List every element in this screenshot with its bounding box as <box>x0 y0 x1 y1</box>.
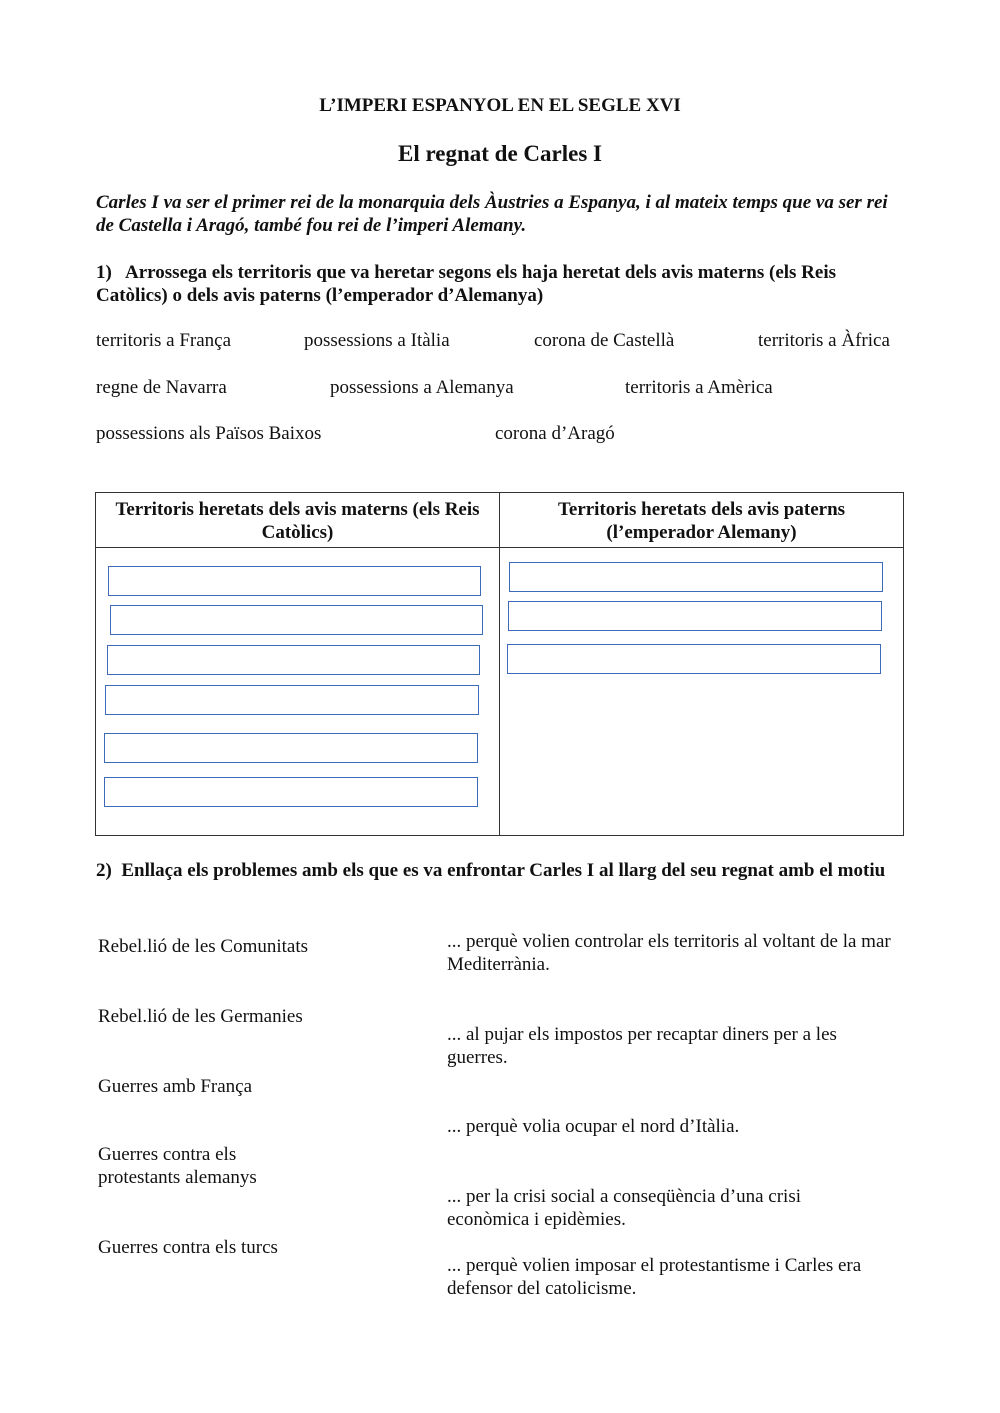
reason-item[interactable]: ... perquè volia ocupar el nord d’Itàlia. <box>447 1116 740 1137</box>
reason-item[interactable]: ... perquè volien imposar el protestantisme i Carles era defensor del catolicisme. <box>447 1255 862 1299</box>
draggable-option[interactable]: possessions als Països Baixos <box>96 423 322 444</box>
intro-paragraph: Carles I va ser el primer rei de la monarquia dels Àustries a Espanya, i al mateix temps que va ser rei de Castella i Aragó, també fou rei de l’imperi Alemany. <box>96 192 888 236</box>
draggable-option[interactable]: corona de Castellà <box>534 330 675 351</box>
draggable-option[interactable]: territoris a Amèrica <box>625 377 773 398</box>
draggable-option[interactable]: possessions a Alemanya <box>330 377 514 398</box>
maternal-column-header: Territoris heretats dels avis materns (els Reis Catòlics) <box>96 493 499 548</box>
page-title: L’IMPERI ESPANYOL EN EL SEGLE XVI <box>319 95 681 116</box>
reason-item[interactable]: ... per la crisi social a conseqüència d’una crisi econòmica i epidèmies. <box>447 1186 801 1230</box>
draggable-option[interactable]: regne de Navarra <box>96 377 227 398</box>
problem-item[interactable]: Guerres contra els turcs <box>98 1237 278 1258</box>
question-2-number: 2) <box>96 860 112 881</box>
maternal-drop-box[interactable] <box>108 566 481 596</box>
paternal-drop-box[interactable] <box>509 562 883 592</box>
maternal-drop-box[interactable] <box>105 685 479 715</box>
reason-item[interactable]: ... perquè volien controlar els territoris al voltant de la mar Mediterrània. <box>447 931 891 975</box>
problem-item[interactable]: Rebel.lió de les Comunitats <box>98 936 309 957</box>
draggable-option[interactable]: territoris a França <box>96 330 232 351</box>
reason-item[interactable]: ... al pujar els impostos per recaptar diners per a les guerres. <box>447 1024 837 1068</box>
draggable-option[interactable]: corona d’Aragó <box>495 423 615 444</box>
maternal-drop-box[interactable] <box>104 733 478 763</box>
question-1-number: 1) <box>96 262 112 283</box>
question-2-text: Enllaça els problemes amb els que es va enfrontar Carles I al llarg del seu regnat amb el motiu <box>121 860 886 881</box>
problem-item[interactable]: Rebel.lió de les Germanies <box>98 1006 303 1027</box>
question-2 <box>96 859 906 882</box>
problem-item[interactable]: Guerres amb França <box>98 1076 253 1097</box>
paternal-column-header: Territoris heretats dels avis paterns (l’emperador Alemany) <box>500 493 903 548</box>
question-1-text: Arrossega els territoris que va heretar segons els haja heretat dels avis materns (els Reis Catòlics) o dels avis paterns (l’emperador d’Alemanya) <box>96 262 837 306</box>
maternal-drop-box[interactable] <box>110 605 483 635</box>
paternal-drop-box[interactable] <box>508 601 882 631</box>
question-1 <box>96 261 906 307</box>
maternal-drop-box[interactable] <box>104 777 478 807</box>
maternal-drop-box[interactable] <box>107 645 480 675</box>
paternal-drop-box[interactable] <box>507 644 881 674</box>
draggable-option[interactable]: territoris a Àfrica <box>758 330 890 351</box>
draggable-option[interactable]: possessions a Itàlia <box>304 330 450 351</box>
problem-item[interactable]: Guerres contra els protestants alemanys <box>98 1144 257 1188</box>
section-title: El regnat de Carles I <box>397 141 602 166</box>
